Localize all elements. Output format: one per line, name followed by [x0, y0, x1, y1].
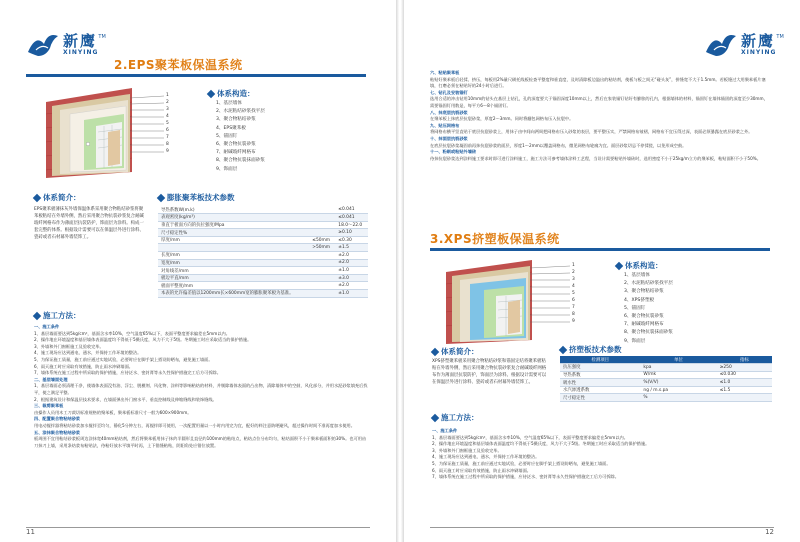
brand-name-en: XINYING — [741, 49, 777, 56]
step-item: 选用合适的冲击钻用10mm的钻头在基层上钻孔，孔的深度要大于锚固深度10mm以上，然后在家装锚钉钻好有膨胀的孔内，根据墙体的材料，锚固钉在墙体锚固的深度至少30mm，需要锚固钉用数是，每平方6～8个锚固钉。 — [430, 96, 768, 108]
layer-item: 4、XPS挤塑板 — [624, 297, 655, 303]
step-item: 7、墙体系统在施工过程中所采取的保护措施，应待泛水、密封膏等永久性保护措施完工后方可拆除。 — [34, 370, 221, 376]
diamond-bullet-icon — [431, 347, 439, 355]
diagram-numbers — [572, 262, 575, 325]
footer-line — [430, 527, 774, 528]
table-row: 抗压强度 kpa ≥250 — [560, 364, 772, 372]
step-item: 2、操作地在环境温度和基层墙体表面温度均不得低于5摄氏度，风力不大于5级。冬期施工时应采取适当的保护措施。 — [432, 441, 650, 447]
eps-params-table — [158, 206, 368, 298]
step-item: 4、施工现场应达到通电、通水，并保持工作环境的整洁。 — [34, 350, 142, 356]
step-subheading: 十一、粉刷或粘贴外墙砖 — [430, 149, 477, 155]
step-subheading: 一、施工条件 — [432, 428, 458, 433]
diagram-number: 4 — [572, 284, 575, 289]
step-item: 在底层抗裂砂浆凝固前再抹抗裂砂浆的面层，厚度1～2mm以覆盖网格布，微见网格布轮廓为宜。面层砂浆切忌不停揉搓，以免形成空鼓。 — [430, 142, 687, 148]
diagram-number: 9 — [166, 149, 169, 154]
step-item: 待抹抗裂砂浆达到涂料施工要求时即可进行涂料施工，施工方法可参考墙体涂料工艺程，当设计需要粘贴外墙砖时，选用密度不小于25kg/m立方的聚苯板，粘贴面积不小于50%。 — [430, 155, 761, 161]
step-subheading: 九、贴压网格布 — [430, 122, 460, 128]
table-row: 本表的允许偏差值以1200mm长×600mm宽的膨胀聚苯板为基准。 ±1.0 — [158, 290, 368, 298]
footer-line — [26, 527, 370, 528]
diagram-number: 3 — [166, 107, 169, 112]
page-number: 11 — [26, 528, 35, 536]
intro-text: XPS挤塑聚苯板采用聚合物粘结砂浆和锚固定结将聚苯板粘贴在外墙外侧，然后采用聚合物抗裂砂浆复合耐碱玻纤网格布作为薄面层抗裂防护，饰面层为涂料。根据设计需要可以在保温层外进行涂料、瓷砖或者石材幕外墙装饰工。 — [432, 359, 547, 385]
step-item: 5、为保证施工质量，施工前应通过实地试验，必要时应在脚手架上搭设防晒布，避免施工墙面。 — [432, 460, 611, 466]
step-subheading: 十、抹面层抗裂砂浆 — [430, 135, 468, 141]
header-divider — [430, 248, 770, 251]
step-item: 粘贴好聚苯板后轻揉、挤压，每板用2%量尺刷托线板检查平整度和垂直度，及时清除板边溢出的粘结剂，使板与板之间无“碰头灰”，拼缝宽不大于1.5mm。若板缝过大用聚苯板片塞填，打磨必须在粘贴好的24小时后进行。 — [430, 76, 766, 89]
book-gutter — [396, 0, 404, 542]
left-page — [0, 0, 396, 542]
step-item: 板周围不宜用粘结砂浆板周边涂抹宽40mm粘结剂，然后将聚苯板用抹子抹约半圆形且直径约100mm的粘结点，粘结点位分布均匀，粘结面积不小于聚苯板面积的30%。也可用齿刀抹刀上墙，采用条结浆布粘贴法，待粘好放水平填平时再，上下错缝粘贴，阴阳角处应错位放置。 — [34, 436, 367, 448]
step-subheading: 五、涂抹聚合物粘结砂浆 — [34, 429, 81, 435]
intro-heading: 体系简介： — [34, 192, 81, 203]
layer-item: 2、水泥粘结砂浆找平层 — [216, 109, 265, 115]
table-row: 尺寸稳定性 % — [560, 394, 772, 402]
diagram-number: 6 — [166, 128, 169, 133]
table-row: 对角线差/mm ±1.0 — [158, 267, 368, 275]
page-number: 12 — [765, 528, 774, 536]
layer-list — [624, 272, 673, 346]
step-subheading: 四、配置聚合物粘结砂浆 — [34, 416, 81, 422]
table-row: 水汽渗透系数 ng / m.s.pa ≤1.5 — [560, 386, 772, 394]
layer-item: 1、基层墙体 — [624, 273, 650, 278]
layer-list — [216, 100, 265, 174]
header-divider — [26, 74, 366, 77]
table-row: 吸水性 %(V/V) ≤1.0 — [560, 379, 772, 387]
step-item: 用电动搅拌器将粘结砂浆加水搅拌至均匀，静化5分钟左右，再搅拌即可使用，一次配置用量以一小时内用完为宜，配好的料注意防晒避风，超过操作时间不准再度加水使用。 — [34, 422, 355, 428]
step-item: 3、外墙和外门窗框施工及验收完毕。 — [34, 343, 104, 349]
step-item: 在聚苯板上抹底层抗裂砂浆，厚度2～3mm。同时将翻包网格布压入抗裂中。 — [430, 116, 574, 122]
layer-item: 4、EPS聚苯板 — [216, 125, 246, 131]
diagram-number: 2 — [572, 270, 575, 275]
diagram-number: 1 — [572, 263, 575, 268]
diagram-number: 7 — [572, 305, 575, 310]
table-row: 厚度/mm ≤50mm ≤0.30 — [158, 236, 368, 244]
step-item: 6、雨天施工时应采取有效措施，防止雨水冲刷墙面。 — [432, 467, 531, 473]
diamond-bullet-icon — [207, 89, 215, 97]
table-row: 导热系数 W/mk ≤0.030 — [560, 371, 772, 379]
step-item: 1、基层墙面要达到5kg/cm²，基面含水率10%，空气湿度65%以下，表面平整度要求偏差在5mm以内。 — [432, 434, 628, 440]
diagram-numbers — [166, 92, 169, 155]
step-item: 1、基层墙面要达到5kg/cm²，基面含水率10%，空气湿度65%以下，表面平整度要求偏差在5mm以内。 — [34, 330, 230, 336]
params-heading: 膨胀聚苯板技术参数 — [158, 192, 235, 203]
brand-name-cn: 新鹰 — [63, 32, 98, 50]
step-item: 将网格布横平竖直贴于底层抗裂砂浆上，用抹子由中间向两周把网格布压入砂浆的表层，要平整压实，严禁网格布皱褶，网格布不宜压得过深，表面必须暴露在底层砂浆之外。 — [430, 129, 753, 135]
diamond-bullet-icon — [615, 261, 623, 269]
diamond-bullet-icon — [157, 193, 165, 201]
layer-item: 6、聚合物抗裂砂浆 — [216, 142, 256, 148]
step-item: 3、外墙和外门窗框施工及验收完毕。 — [432, 447, 502, 453]
eagle-logo-icon — [704, 30, 738, 60]
diagram-number: 5 — [572, 291, 575, 296]
diamond-bullet-icon — [33, 311, 41, 319]
diagram-number: 5 — [166, 121, 169, 126]
table-row: 板边平直/mm ±3.0 — [158, 274, 368, 282]
table-row: 表观密度(kg/m³) ≤0.041 — [158, 214, 368, 222]
xps-params-table — [560, 356, 772, 402]
section-title: 2.EPS聚苯板保温系统 — [114, 58, 243, 72]
intro-heading: 体系简介： — [432, 346, 479, 357]
step-item: 由操作人员用木工刀裁切标准规格的聚苯板，聚苯板标准尺寸一般为600×900mm。 — [34, 409, 192, 415]
step-subheading: 六、粘贴聚苯板 — [430, 70, 460, 75]
intro-text: EPS聚苯板薄抹灰外墙保温体系采用聚合物粘结砂浆将聚苯板粘结在外墙外侧，然后采用聚合物抗裂砂浆复合耐碱玻纤网格布作为薄面层抗裂防护，饰面层为涂料。构成一套完整的体系。根据设计需要可以在保温层外进行涂料、瓷砖或者石材幕外墙装饰工。 — [34, 207, 144, 240]
brand-name-en: XINYING — [63, 49, 99, 56]
brand-logo — [26, 30, 106, 60]
layer-item: 8、聚合物抗裂抹面砂浆 — [216, 158, 265, 164]
trademark: TM — [98, 34, 106, 40]
diagram-number: 4 — [166, 114, 169, 119]
diagram-number: 2 — [166, 100, 169, 105]
layer-item: 5、锚固钉 — [216, 133, 238, 139]
construction-steps — [34, 324, 370, 449]
diagram-number: 1 — [166, 93, 169, 98]
table-header-row: 检测项目 单位 指标 — [560, 356, 772, 364]
method-heading: 施工方法： — [34, 310, 81, 321]
table-row: 垂直于板面方向的抗拉强度/Mpa 18.0～22.0 — [158, 221, 368, 229]
diagram-number: 8 — [572, 312, 575, 317]
layer-item: 9、饰面层 — [216, 166, 238, 172]
table-row: 宽度/mm ±2.0 — [158, 259, 368, 267]
diagram-leader-lines — [530, 262, 574, 332]
construction-steps — [432, 428, 770, 481]
diagram-leader-lines — [130, 92, 170, 162]
layer-item: 8、聚合物抗裂抹面砂浆 — [624, 330, 673, 336]
layer-item: 2、水泥粘结砂浆找平层 — [624, 281, 673, 287]
layer-item: 9、饰面层 — [624, 338, 646, 344]
diagram-number: 9 — [572, 319, 575, 324]
step-item: 7、墙体系统在施工过程中所采取的保护措施，应待泛水、密封膏等永久性保护措施完工后方可拆除。 — [432, 474, 619, 480]
diagram-number: 3 — [572, 277, 575, 282]
step-subheading: 八、抹底层抗裂砂浆 — [430, 109, 468, 115]
method-heading: 施工方法： — [432, 412, 479, 423]
step-item: 1、基层墙面必须清理干净，使墙体表面没有油、浮尘、脱模剂、风化物、涂料等影响粘结的材料，并剔除墙体表面的凸出物，清除墙体中的空鼓、风化部分，并用水泥砂浆填充后找平，使之满足平整。 — [34, 383, 368, 395]
layer-item: 5、锚固钉 — [624, 305, 646, 311]
layer-item: 7、耐碱玻纤网格布 — [624, 322, 664, 328]
step-subheading: 一、施工条件 — [34, 324, 60, 329]
table-row: 板面平整度/mm ±2.0 — [158, 282, 368, 290]
brand-logo — [704, 30, 784, 60]
diamond-bullet-icon — [431, 413, 439, 421]
step-item: 5、为保证施工质量，施工前应通过实地试验，必要时应在脚手架上搭设防晒布，避免施工墙面。 — [34, 356, 213, 362]
params-heading: 挤塑板技术参数 — [560, 344, 622, 355]
system-heading: 体系构造： — [208, 88, 255, 99]
step-item: 6、雨天施工时应采取有效措施，防止雨水冲刷墙面。 — [34, 363, 133, 369]
step-item: 4、施工现场应达到通电、通水，并保持工作环境的整洁。 — [432, 454, 540, 460]
step-subheading: 三、裁剪聚苯板 — [34, 403, 64, 409]
brand-name-cn: 新鹰 — [741, 32, 776, 50]
diagram-number: 7 — [166, 135, 169, 140]
section-title: 3.XPS挤塑板保温系统 — [430, 232, 560, 246]
diamond-bullet-icon — [559, 345, 567, 353]
layer-item: 3、聚合物粘结砂浆 — [216, 117, 256, 123]
system-heading: 体系构造： — [616, 260, 663, 271]
construction-steps-continued — [430, 70, 770, 162]
step-item: 2、操作地在环境温度和基层墙体表面温度均不得低于5摄氏度，风力不大于5级。冬期施工时应采取适当的保护措施。 — [34, 337, 252, 343]
step-subheading: 二、基层墙面处理 — [34, 376, 68, 382]
layer-item: 3、聚合物粘结砂浆 — [624, 289, 664, 295]
diamond-bullet-icon — [33, 193, 41, 201]
eagle-logo-icon — [26, 30, 60, 60]
step-subheading: 七、钻孔及安装锚钉 — [430, 89, 468, 95]
trademark: TM — [776, 34, 784, 40]
right-page — [404, 0, 800, 542]
table-row: 导热系数W(m.k) ≤0.041 — [158, 206, 368, 214]
diagram-number: 6 — [572, 298, 575, 303]
layer-item: 6、聚合物抗裂砂浆 — [624, 314, 664, 320]
layer-item: 7、耐碱玻纤网格布 — [216, 150, 256, 156]
table-row: 尺寸稳定性% ≥0.10 — [158, 229, 368, 237]
step-item: 2、根据建筑设计和保温层技术要求，在墙面弹出外门窗水平、垂直控制线及伸缩缝线和装饰缝线。 — [34, 396, 217, 402]
layer-item: 1、基层墙体 — [216, 101, 242, 106]
diagram-number: 8 — [166, 142, 169, 147]
table-row: 长度/mm ±2.0 — [158, 252, 368, 260]
table-row: >50mm ±1.5 — [158, 244, 368, 252]
